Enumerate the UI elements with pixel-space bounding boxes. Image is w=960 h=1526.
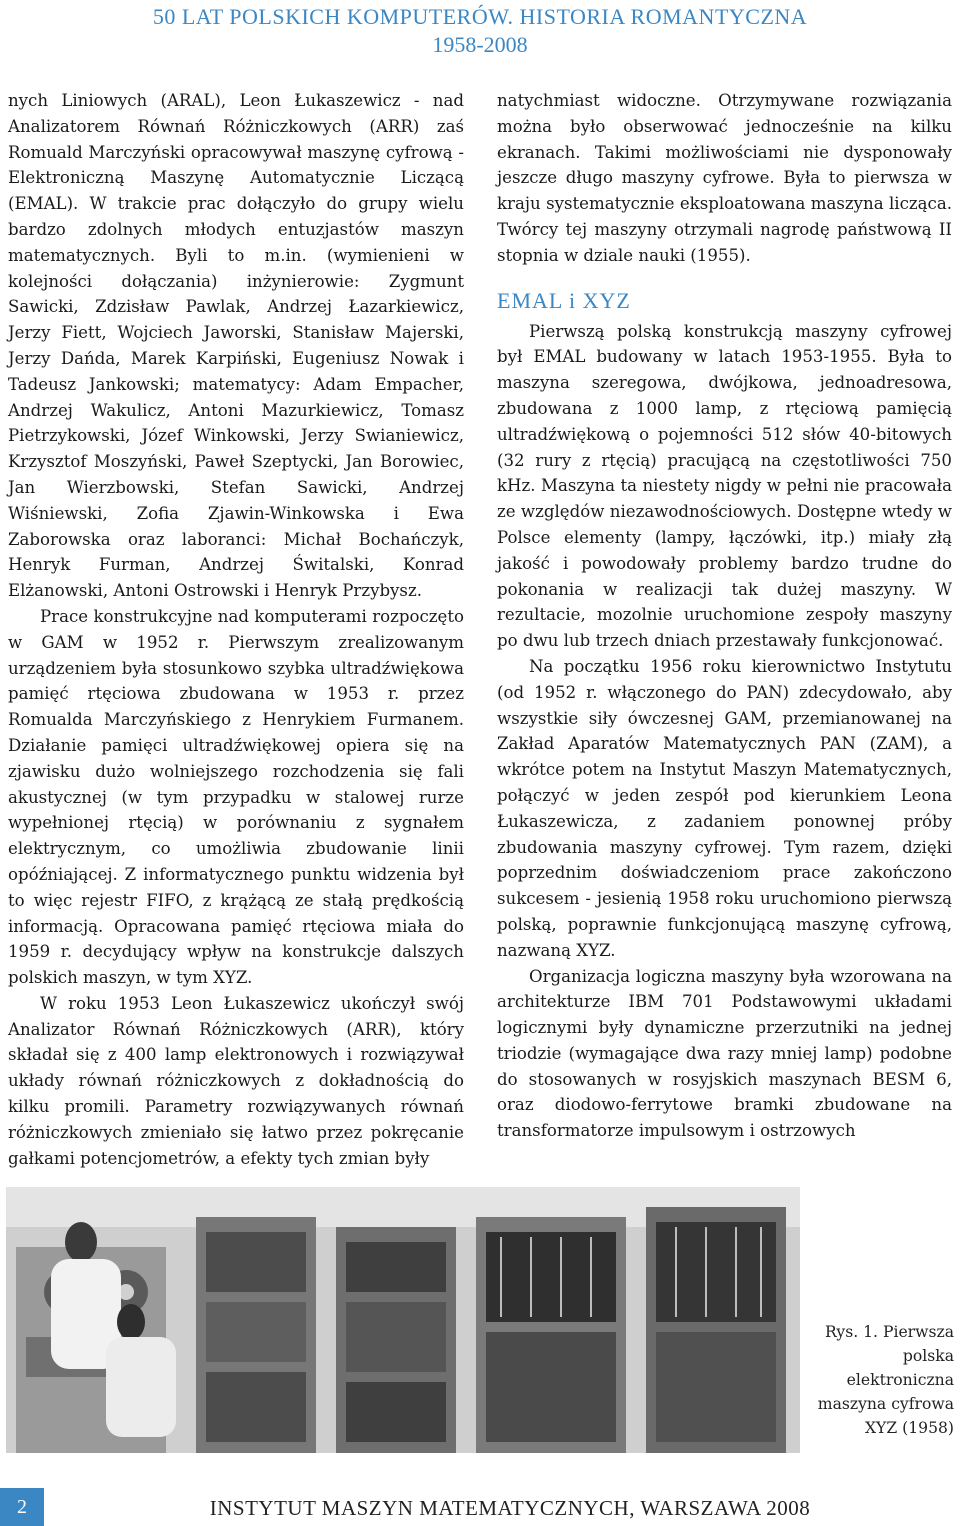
footer-text: INSTYTUT MASZYN MATEMATYCZNYCH, WARSZAWA 2008 — [209, 1496, 811, 1520]
left-paragraph-1: nych Liniowych (ARAL), Leon Łukaszewicz - nad Analizatorem Równań Różniczkowych (ARR) zaś Romuald Marczyński opracowywał maszynę cyfrową - Elektroniczną Maszynę Automatycznie Liczącą (EMAL). W trakcie prac dołączyło do grupy wielu bardzo zdolnych młodych entuzjastów maszyn matematycznych. Byli to m.in. (wymienieni w kolejności dołączania) inżynierowie: Zygmunt Sawicki, Zdzisław Pawlak, Andrzej Łazarkiewicz, Jerzy Fiett, Wojciech Jaworski, Stanisław Majerski, Jerzy Dańda, Marek Karpiński, Eugeniusz Nowak i Tadeusz Jankowski; matematycy: Adam Empacher, Andrzej Wakulicz, Antoni Mazurkiewicz, Tomasz Pietrzykowski, Józef Winkowski, Jerzy Swianiewicz, Krzysztof Moszyński, Paweł Szeptycki, Jan Borowiec, Jan Wierzbowski, Stefan Sawicki, Andrzej Wiśniewski, Zofia Zjawin-Winkowska i Ewa Zaborowska oraz laboranci: Michał Bochańczyk, Henryk Furman, Andrzej Świtalski, Konrad Elżanowski, Antoni Ostrowski i Henryk Przybysz. — [8, 91, 464, 601]
right-paragraph-3: Na początku 1956 roku kierownictwo Instytutu (od 1952 r. włączonego do PAN) zdecydowało, aby wszystkie siły ówczesnej GAM, przemianowanej na Zakład Aparatów Matematycznych PAN (ZAM), a wkrótce potem na Instytut Maszyn Matematycznych, połączyć w jeden zespół pod kierunkiem Leona Łukaszewicza, z zadaniem ponownej próby zbudowania maszyny cyfrowej. Tym razem, dzięki poprzednim doświadczeniom prace zakończono sukcesem - jesienią 1958 roku uruchomiono pierwszą polską, poprawnie funkcjonującą maszynę cyfrową, nazwaną XYZ. — [497, 656, 952, 960]
xyz-computer-photo — [6, 1187, 800, 1453]
right-column — [497, 88, 952, 1144]
running-header-title: 50 LAT POLSKICH KOMPUTERÓW. HISTORIA ROMANTYCZNA — [152, 4, 808, 29]
right-paragraph-1: natychmiast widoczne. Otrzymywane rozwiązania można było obserwować jednocześnie na kilku ekranach. Takimi możliwościami nie dysponowały jeszcze długo maszyny cyfrowe. Była to pierwsza w kraju systematycznie eksploatowana maszyna licząca. Twórcy tej maszyny otrzymali nagrodę państwową II stopnia w dziale nauki (1955). — [497, 91, 952, 265]
section-heading-emal-xyz: EMAL i XYZ — [497, 287, 631, 313]
right-paragraph-2: Pierwszą polską konstrukcją maszyny cyfrowej był EMAL budowany w latach 1953-1955. Była to maszyna szeregowa, dwójkowa, jednoadresowa, zbudowana z 1000 lamp, z rtęciową pamięcią ultradźwiękową o pojemności 512 słów 40-bitowych (32 rury z rtęcią) pracującą na częstotliwości 750 kHz. Maszyna ta niestety nigdy w pełni nie pracowała ze względów niezawodnościowych. Dostępne wtedy w Polsce elementy (lampy, łączówki, itp.) miały złą jakość i powodowały problemy bardzo trudne do pokonania w realizacji tak dużej maszyny. W rezultacie, mozolnie uruchomione zespoły maszyny po dwu lub trzech dniach przestawały funkcjonować. — [497, 321, 952, 651]
left-paragraph-2: Prace konstrukcyjne nad komputerami rozpoczęto w GAM w 1952 r. Pierwszym zrealizowanym urządzeniem była stosunkowo szybka ultradźwiękowa pamięć rtęciowa zbudowana w 1953 r. przez Romualda Marczyńskiego z Henrykiem Furmanem. Działanie pamięci ultradźwiękowej opiera się na zjawisku dużo wolniejszego rozchodzenia się fali akustycznej (w tym przypadku w stalowej rurze wypełnionej rtęcią) w porównaniu z sygnałem elektrycznym, co umożliwia zbudowanie linii opóźniającej. Z informatycznego punktu widzenia był to więc rejestr FIFO, z krążącą ze stałą prędkością informacją. Opracowana pamięć rtęciowa miała do 1959 r. decydujący wpływ na konstrukcje dalszych polskich maszyn, w tym XYZ. — [8, 606, 464, 988]
page-number: 2 — [0, 1488, 44, 1526]
left-paragraph-3: W roku 1953 Leon Łukaszewicz ukończył swój Analizator Równań Różniczkowych (ARR), który składał się z 400 lamp elektronowych i rozwiązywał układy równań różniczkowych z dokładnością do kilku promili. Parametry rozwiązywanych równań różniczkowych zmieniało się łatwo przez pokręcanie gałkami potencjometrów, a efekty tych zmian były — [8, 993, 464, 1168]
figure-caption: Rys. 1. Pierwsza polska elektroniczna maszyna cyfrowa XYZ (1958) — [817, 1323, 954, 1437]
right-paragraph-4: Organizacja logiczna maszyny była wzorowana na architekturze IBM 701 Podstawowymi układami logicznymi były dynamiczne przerzutniki na jednej triodzie (wymagające dwa razy mniej lamp) podobne do stosowanych w rosyjskich maszynach BESM 6, oraz diodowo-ferrytowe bramki zbudowane na transformatorze impulsowym i ostrzowych — [497, 966, 952, 1141]
running-header-years: 1958-2008 — [432, 32, 528, 57]
left-column — [8, 88, 464, 1171]
